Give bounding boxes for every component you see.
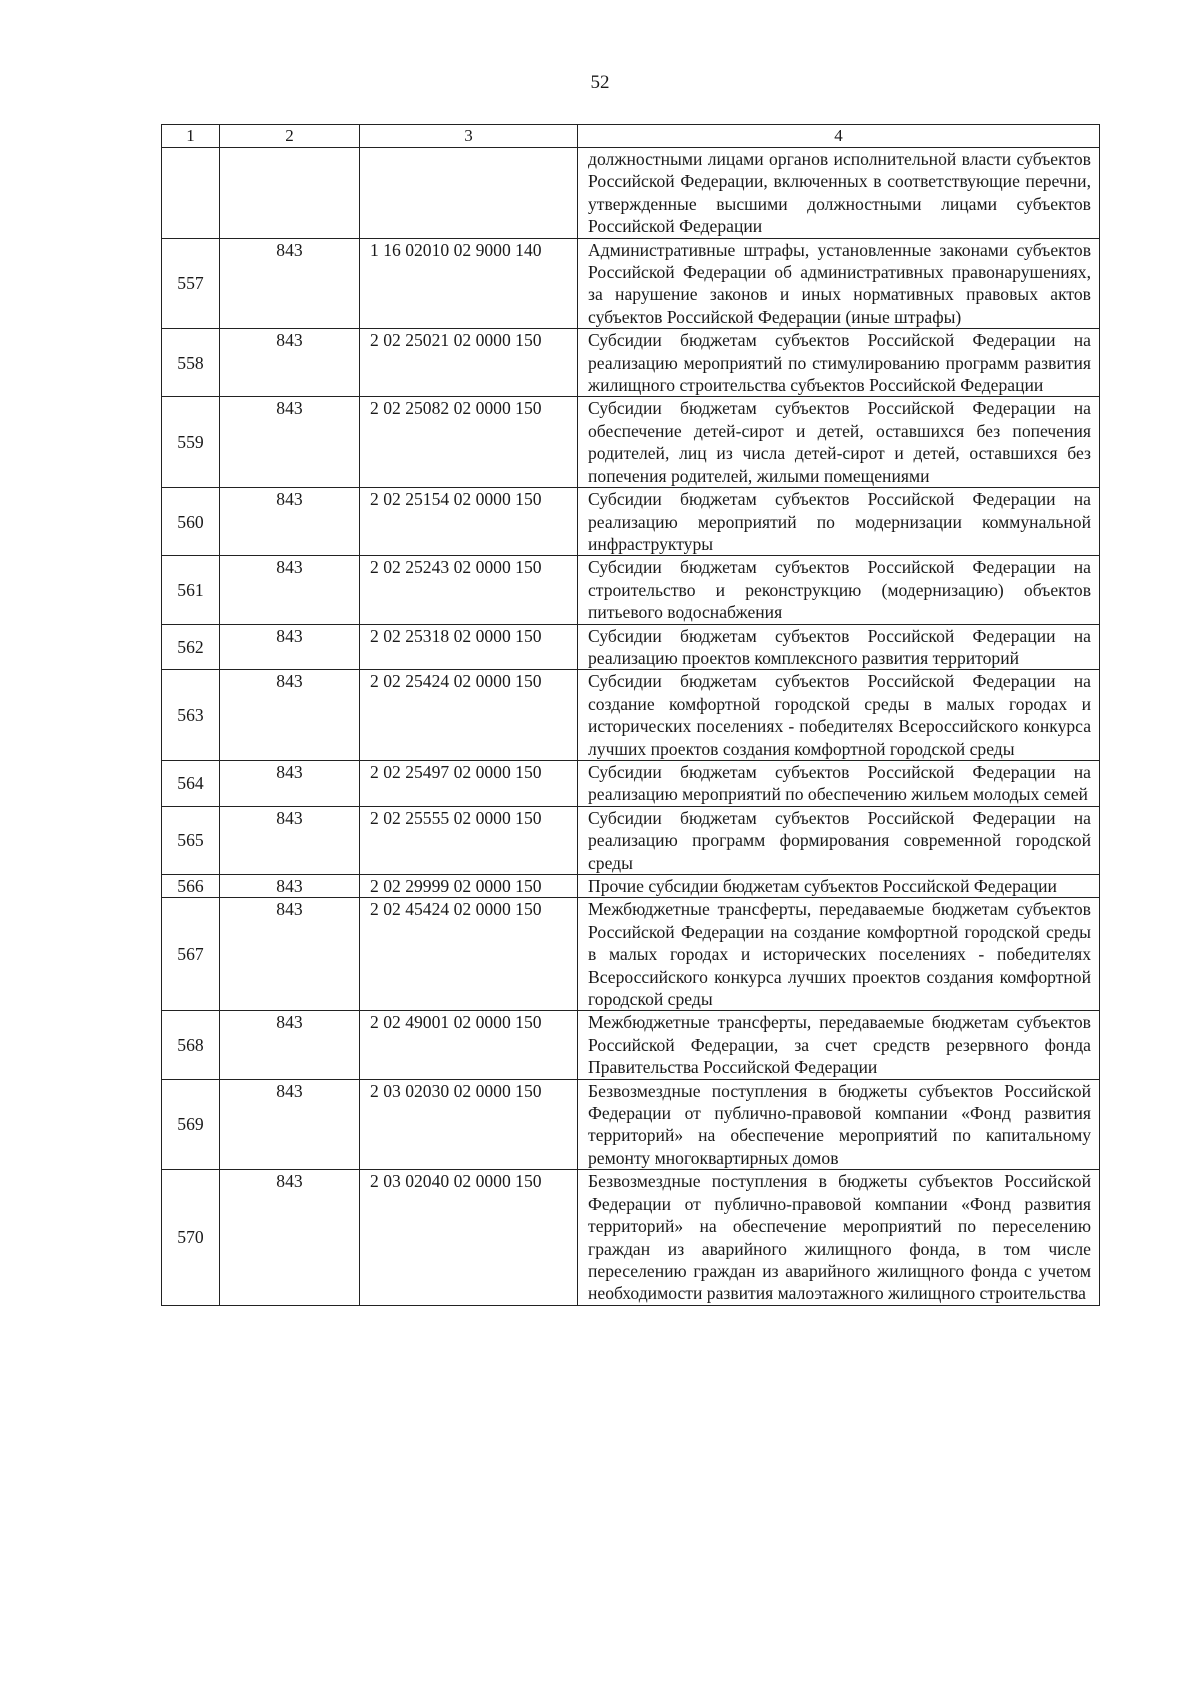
table-row [162,875,1100,898]
table-row [162,898,1100,1011]
income-code-cell: 2 02 25555 02 0000 150 [360,806,578,874]
admin-code-cell: 843 [220,556,360,624]
admin-code-cell: 843 [220,760,360,806]
row-number-cell: 560 [162,488,220,556]
table-row [162,556,1100,624]
admin-code-cell: 843 [220,488,360,556]
income-code-cell: 2 02 25424 02 0000 150 [360,670,578,761]
row-number-cell: 558 [162,329,220,397]
description-cell: Субсидии бюджетам субъектов Российской Федерации на реализацию мероприятий по обеспечению жильем молодых семей [578,760,1100,806]
table-row [162,329,1100,397]
description-cell: Субсидии бюджетам субъектов Российской Федерации на реализацию проектов комплексного развития территорий [578,624,1100,670]
description-cell: Административные штрафы, установленные законами субъектов Российской Федерации об административных правонарушениях, за нарушение законов и иных нормативных правовых актов субъектов Российской Федерации (иные штрафы) [578,238,1100,329]
income-code-cell: 2 02 25497 02 0000 150 [360,760,578,806]
table-row [162,1079,1100,1170]
table-row [162,806,1100,874]
description-cell: должностными лицами органов исполнительной власти субъектов Российской Федерации, включенных в соответствующие перечни, утвержденные высшими должностными лицами субъектов Российской Федерации [578,148,1100,239]
row-number-cell [162,148,220,239]
description-cell: Безвозмездные поступления в бюджеты субъектов Российской Федерации от публично-правовой компании «Фонд развития территорий» на обеспечение мероприятий по переселению граждан из аварийного жилищного фонда, в том числе переселению граждан из аварийного жилищного фонда с учетом необходимости развития малоэтажного жилищного строительства [578,1170,1100,1305]
description-cell: Межбюджетные трансферты, передаваемые бюджетам субъектов Российской Федерации, за счет средств резервного фонда Правительства Российской Федерации [578,1011,1100,1079]
income-code-cell: 1 16 02010 02 9000 140 [360,238,578,329]
header-col-4: 4 [578,125,1100,148]
admin-code-cell: 843 [220,1079,360,1170]
income-code-cell: 2 02 29999 02 0000 150 [360,875,578,898]
income-code-cell [360,148,578,239]
income-code-cell: 2 03 02030 02 0000 150 [360,1079,578,1170]
row-number-cell: 565 [162,806,220,874]
table-row [162,1011,1100,1079]
income-code-cell: 2 02 45424 02 0000 150 [360,898,578,1011]
row-number-cell: 567 [162,898,220,1011]
income-code-cell: 2 02 25082 02 0000 150 [360,397,578,488]
row-number-cell: 563 [162,670,220,761]
table-row [162,624,1100,670]
table-row [162,670,1100,761]
table-row [162,397,1100,488]
table-row [162,1170,1100,1305]
admin-code-cell: 843 [220,238,360,329]
admin-code-cell: 843 [220,898,360,1011]
description-cell: Межбюджетные трансферты, передаваемые бюджетам субъектов Российской Федерации на создание комфортной городской среды в малых городах и исторических поселениях - победителях Всероссийского конкурса лучших проектов создания комфортной городской среды [578,898,1100,1011]
header-col-2: 2 [220,125,360,148]
row-number-cell: 569 [162,1079,220,1170]
row-number-cell: 561 [162,556,220,624]
admin-code-cell: 843 [220,875,360,898]
income-code-cell: 2 02 25243 02 0000 150 [360,556,578,624]
admin-code-cell: 843 [220,397,360,488]
row-number-cell: 564 [162,760,220,806]
page-number: 52 [590,72,610,93]
header-col-1: 1 [162,125,220,148]
income-code-cell: 2 02 25021 02 0000 150 [360,329,578,397]
admin-code-cell: 843 [220,670,360,761]
row-number-cell: 559 [162,397,220,488]
row-number-cell: 568 [162,1011,220,1079]
table-row [162,238,1100,329]
admin-code-cell: 843 [220,1011,360,1079]
description-cell: Субсидии бюджетам субъектов Российской Федерации на обеспечение детей-сирот и детей, оставшихся без попечения родителей, лиц из числа детей-сирот и детей, оставшихся без попечения родителей, жилыми помещениями [578,397,1100,488]
admin-code-cell [220,148,360,239]
row-number-cell: 557 [162,238,220,329]
description-cell: Субсидии бюджетам субъектов Российской Федерации на реализацию мероприятий по модернизации коммунальной инфраструктуры [578,488,1100,556]
description-cell: Прочие субсидии бюджетам субъектов Российской Федерации [578,875,1100,898]
budget-codes-table [161,124,1100,1306]
row-number-cell: 570 [162,1170,220,1305]
description-cell: Безвозмездные поступления в бюджеты субъектов Российской Федерации от публично-правовой компании «Фонд развития территорий» на обеспечение мероприятий по капитальному ремонту многоквартирных домов [578,1079,1100,1170]
table-row [162,148,1100,239]
admin-code-cell: 843 [220,329,360,397]
description-cell: Субсидии бюджетам субъектов Российской Федерации на реализацию программ формирования современной городской среды [578,806,1100,874]
admin-code-cell: 843 [220,1170,360,1305]
table-header-row [162,125,1100,148]
admin-code-cell: 843 [220,624,360,670]
header-col-3: 3 [360,125,578,148]
description-cell: Субсидии бюджетам субъектов Российской Федерации на создание комфортной городской среды в малых городах и исторических поселениях - победителях Всероссийского конкурса лучших проектов создания комфортной городской среды [578,670,1100,761]
row-number-cell: 566 [162,875,220,898]
description-cell: Субсидии бюджетам субъектов Российской Федерации на строительство и реконструкцию (модернизацию) объектов питьевого водоснабжения [578,556,1100,624]
table-row [162,760,1100,806]
income-code-cell: 2 02 25318 02 0000 150 [360,624,578,670]
income-code-cell: 2 02 25154 02 0000 150 [360,488,578,556]
income-code-cell: 2 03 02040 02 0000 150 [360,1170,578,1305]
admin-code-cell: 843 [220,806,360,874]
row-number-cell: 562 [162,624,220,670]
table-row [162,488,1100,556]
description-cell: Субсидии бюджетам субъектов Российской Федерации на реализацию мероприятий по стимулированию программ развития жилищного строительства субъектов Российской Федерации [578,329,1100,397]
income-code-cell: 2 02 49001 02 0000 150 [360,1011,578,1079]
